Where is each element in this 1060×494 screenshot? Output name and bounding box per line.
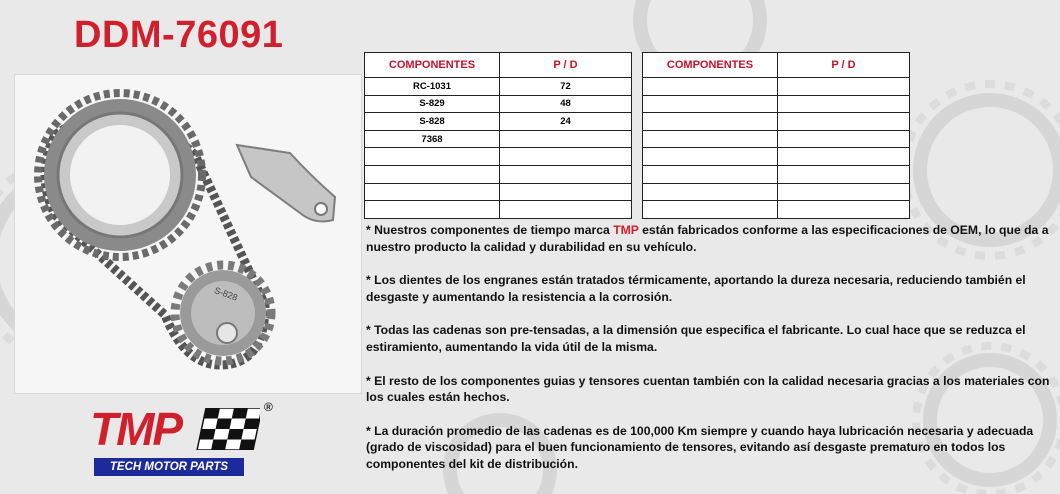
table-row bbox=[365, 130, 632, 148]
table-row bbox=[365, 201, 632, 219]
cell-pd bbox=[500, 165, 632, 183]
cell-component: 7368 bbox=[365, 130, 500, 148]
table-row bbox=[365, 113, 632, 131]
product-photo bbox=[14, 74, 362, 394]
cell-component bbox=[365, 201, 500, 219]
table-row bbox=[365, 183, 632, 201]
table-row bbox=[643, 165, 910, 183]
cell-pd bbox=[500, 130, 632, 148]
checkered-flag-icon bbox=[194, 408, 260, 450]
table-row bbox=[643, 113, 910, 131]
logo-subtitle: TECH MOTOR PARTS bbox=[94, 458, 244, 476]
note-duration: * La duración promedio de las cadenas es de 100,000 Km siempre y cuando haya lubricación necesaria y adecuada (grado de viscosidad) para el buen funcionamiento de tensores, evitando así desgaste prematuro en todos los componentes del kit de distribución. bbox=[366, 423, 1034, 471]
column-header-componentes: COMPONENTES bbox=[643, 53, 778, 78]
cell-pd bbox=[778, 95, 910, 113]
table-row bbox=[365, 95, 632, 113]
cell-component bbox=[643, 78, 778, 96]
cell-pd: 24 bbox=[500, 113, 632, 131]
timing-kit-illustration bbox=[15, 75, 361, 393]
cell-pd: 48 bbox=[500, 95, 632, 113]
table-header-row bbox=[643, 53, 910, 78]
cell-pd bbox=[778, 165, 910, 183]
cell-component: RC-1031 bbox=[365, 78, 500, 96]
table-row bbox=[643, 95, 910, 113]
table-row bbox=[643, 78, 910, 96]
cell-component bbox=[643, 148, 778, 166]
components-table-right bbox=[642, 52, 910, 219]
note-teeth: * Los dientes de los engranes están tratados térmicamente, aportando la dureza necesaria, reduciendo también el desgaste y aumentando la resistencia a la corrosión. bbox=[366, 273, 1026, 304]
sprocket-label: S-828 bbox=[212, 285, 239, 303]
cell-component bbox=[643, 130, 778, 148]
cell-pd bbox=[778, 183, 910, 201]
cell-component bbox=[643, 183, 778, 201]
cell-component bbox=[365, 165, 500, 183]
table-row bbox=[643, 148, 910, 166]
cell-pd bbox=[500, 148, 632, 166]
logo-text: TMP bbox=[90, 403, 182, 455]
tensioner-guide bbox=[237, 145, 335, 221]
column-header-pd: P / D bbox=[500, 53, 632, 78]
tmp-logo bbox=[90, 400, 280, 480]
column-header-componentes: COMPONENTES bbox=[365, 53, 500, 78]
product-notes bbox=[366, 222, 1056, 490]
table-row bbox=[643, 130, 910, 148]
cell-pd bbox=[778, 201, 910, 219]
table-row bbox=[365, 165, 632, 183]
cell-component: S-828 bbox=[365, 113, 500, 131]
cell-component: S-829 bbox=[365, 95, 500, 113]
cell-pd: 72 bbox=[500, 78, 632, 96]
cell-component bbox=[365, 148, 500, 166]
cell-component bbox=[365, 183, 500, 201]
table-row bbox=[643, 183, 910, 201]
table-row bbox=[643, 201, 910, 219]
cell-component bbox=[643, 113, 778, 131]
cell-pd bbox=[778, 78, 910, 96]
table-header-row bbox=[365, 53, 632, 78]
cell-pd bbox=[778, 113, 910, 131]
large-sprocket bbox=[38, 93, 202, 257]
cell-component bbox=[643, 201, 778, 219]
cell-pd bbox=[778, 130, 910, 148]
cell-pd bbox=[778, 148, 910, 166]
cell-component bbox=[643, 95, 778, 113]
product-code: DDM-76091 bbox=[74, 14, 284, 56]
table-row bbox=[365, 148, 632, 166]
cell-pd bbox=[500, 183, 632, 201]
note-chains: * Todas las cadenas son pre-tensadas, a la dimensión que especifica el fabricante. Lo cual hace que se reduzca el estiramiento, aumentando la vida útil de la misma. bbox=[366, 323, 1026, 354]
column-header-pd: P / D bbox=[778, 53, 910, 78]
registered-mark: ® bbox=[264, 400, 273, 414]
brand-name: TMP bbox=[613, 223, 639, 237]
note-guides: * El resto de los componentes guias y tensores cuentan también con la calidad necesaria gracias a los materiales con los cuales están hechos. bbox=[366, 373, 1050, 405]
table-row bbox=[365, 78, 632, 96]
components-table-left bbox=[364, 52, 632, 219]
note-oem: * Nuestros componentes de tiempo marca TMP están fabricados conforme a las especificaciones de OEM, lo que da a nuestro producto la calidad y durabilidad en su vehículo. bbox=[366, 223, 1049, 254]
cell-component bbox=[643, 165, 778, 183]
small-sprocket bbox=[175, 265, 271, 361]
cell-pd bbox=[500, 201, 632, 219]
